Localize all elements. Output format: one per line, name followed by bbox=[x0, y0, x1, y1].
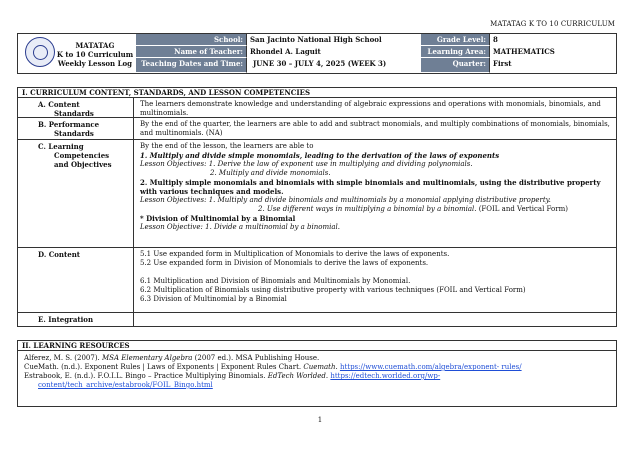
curriculum-tag: MATATAG K TO 10 CURRICULUM bbox=[490, 20, 615, 28]
section-title: II. LEARNING RESOURCES bbox=[18, 341, 616, 351]
school-value: San Jacinto National High School bbox=[246, 34, 421, 46]
row-label: A. Content Standards bbox=[18, 98, 134, 117]
row-label: E. Integration bbox=[18, 313, 134, 326]
quarter-label: Quarter: bbox=[421, 58, 489, 73]
reference-item: CueMath. (n.d.). Exponent Rules | Laws of Exponents | Exponent Rules Chart. Cuemath. https://www.cuemath.com/algebra/exponent- rules/ bbox=[24, 363, 522, 371]
row-text: 5.1 Use expanded form in Multiplication of Monomials to derive the laws of exponents. 5.2 Use expanded form in Division of Monomials to derive the laws of exponents. 6.1 Multiplication and Division of Binomials and Multinomials by Monomial. 6.2 Multiplication of Binomials using distributive property with various techniques (FOIL and Vertical Form) 6.3 Division of Multinomial by a Binomial bbox=[140, 250, 526, 303]
dates-label: Teaching Dates and Time: bbox=[136, 58, 246, 73]
resources-section bbox=[17, 340, 617, 407]
reference-link[interactable]: https://edtech.worlded.org/wp-content/tech_archive/estabrook/FOIL_Bingo.html bbox=[38, 372, 441, 389]
area-label: Learning Area: bbox=[421, 46, 489, 58]
row-label: D. Content bbox=[18, 248, 134, 312]
performance-standards-row bbox=[18, 118, 616, 140]
teacher-value: Rhondel A. Laguit bbox=[246, 46, 421, 58]
references bbox=[18, 351, 616, 390]
grade-value: 8 bbox=[489, 34, 616, 46]
content-standards-row bbox=[18, 98, 616, 118]
row-text: The learners demonstrate knowledge and understanding of algebraic expressions and operations with monomials, binomials, and multinomials. bbox=[140, 100, 601, 117]
content-row bbox=[18, 248, 616, 313]
area-value: MATHEMATICS bbox=[489, 46, 616, 58]
header-grid bbox=[136, 34, 616, 73]
seal-box bbox=[18, 34, 137, 73]
page-number: 1 bbox=[317, 416, 323, 424]
form-title: MATATAG K to 10 Curriculum Weekly Lesson Log bbox=[56, 41, 134, 68]
dates-value: JUNE 30 – JULY 4, 2025 (WEEK 3) bbox=[246, 58, 421, 73]
reference-item: Alferez, M. S. (2007). MSA Elementary Algebra (2007 ed.). MSA Publishing House. bbox=[24, 354, 320, 362]
teacher-label: Name of Teacher: bbox=[136, 46, 246, 58]
section-title: I. CURRICULUM CONTENT, STANDARDS, AND LESSON COMPETENCIES bbox=[18, 88, 616, 98]
row-label: B. Performance Standards bbox=[18, 118, 134, 139]
curriculum-section bbox=[17, 87, 617, 327]
grade-label: Grade Level: bbox=[421, 34, 489, 46]
reference-link[interactable]: https://www.cuemath.com/algebra/exponent- rules/ bbox=[339, 363, 522, 371]
deped-seal-icon bbox=[25, 37, 55, 67]
row-text: By the end of the quarter, the learners are able to add and subtract monomials, and multiply combinations of monomials, binomials, and multinomials. (NA) bbox=[140, 120, 610, 137]
quarter-value: First bbox=[489, 58, 616, 73]
header-table bbox=[17, 33, 617, 74]
school-label: School: bbox=[136, 34, 246, 46]
integration-row bbox=[18, 313, 616, 326]
row-label: C. Learning Competencies and Objectives bbox=[18, 140, 134, 247]
row-text: By the end of the lesson, the learners are able to 1. Multiply and divide simple monomials, leading to the derivation of the laws of exponents Lesson Objectives: 1. Derive the law of exponent use in multiplying and dividing polynomials. 2. Multiply and divide monomials. 2. Multiply simple monomials and binomials with simple binomials and multinomials, using the distributive property with various techniques and models. Lesson Objectives: 1. Multiply and divide binomials and multinomials by a monomial applying distributive property. 2. Use different ways in multiplying a binomial by a binomial. (FOIL and Vertical Form) * Division of Multinomial by a Binomial Lesson Objective: 1. Divide a multinomial by a binomial. bbox=[140, 142, 601, 231]
competencies-row bbox=[18, 140, 616, 248]
reference-item: Estrabook, E. (n.d.). F.O.I.L. Bingo – Practice Multiplying Binomials. EdTech Worlded. https://edtech.worlded.org/wp-content/tech_archive/estabrook/FOIL_Bingo.html bbox=[24, 372, 441, 389]
